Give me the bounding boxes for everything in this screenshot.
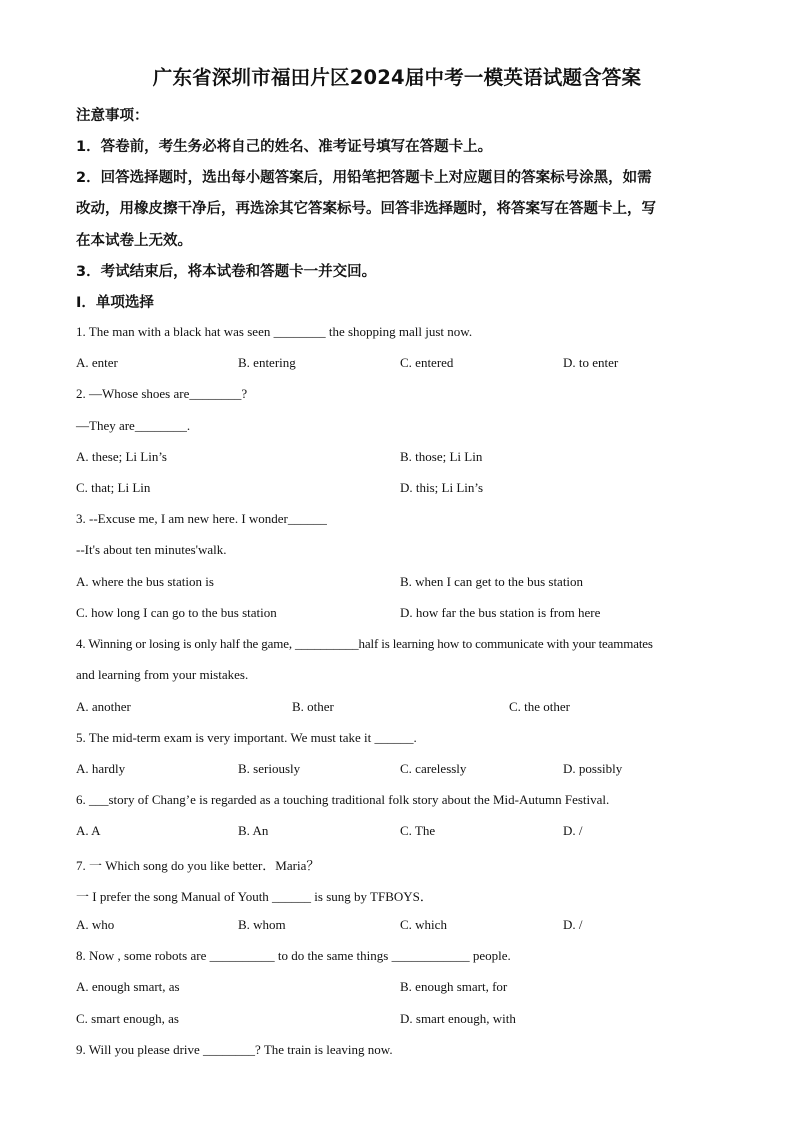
option-a: A. who — [76, 917, 115, 932]
option-a: A. another — [76, 699, 131, 714]
option-b: B. entering — [238, 355, 296, 370]
option-b: B. enough smart, for — [400, 979, 508, 994]
question-stem: 6. ___story of Chang’e is regarded as a touching traditional folk story about the Mid-Autumn Festival. — [76, 792, 610, 807]
notice-item-2-line-3: 在本试卷上无效。 — [76, 233, 192, 249]
option-b: B. those; Li Lin — [400, 449, 483, 464]
option-d: D. smart enough, with — [400, 1011, 516, 1026]
option-d: D. / — [563, 917, 583, 932]
question-stem: 1. The man with a black hat was seen ________ the shopping mall just now. — [76, 324, 473, 339]
notice-heading: 注意事项： — [76, 108, 149, 124]
question-stem: 3. --Excuse me, I am new here. I wonder______ — [76, 511, 327, 526]
option-b: B. when I can get to the bus station — [400, 574, 584, 589]
notice-item-1: 1．答卷前，考生务必将自己的姓名、准考证号填写在答题卡上。 — [76, 139, 493, 155]
option-c: C. which — [400, 917, 447, 932]
question-stem: 5. The mid-term exam is very important. We must take it ______. — [76, 730, 417, 745]
option-c: C. carelessly — [400, 761, 467, 776]
section-heading: Ⅰ．单项选择 — [76, 295, 154, 311]
notice-item-2-line-1: 2．回答选择题时，选出每小题答案后，用铅笔把答题卡上对应题目的答案标号涂黑，如需 — [76, 170, 652, 186]
notice-item-3: 3．考试结束后，将本试卷和答题卡一并交回。 — [76, 264, 377, 280]
question-stem: 2. —Whose shoes are________? — [76, 386, 248, 401]
option-b: B. An — [238, 823, 269, 838]
question-stem: 一 I prefer the song Manual of Youth ______ is sung by TFBOYS． — [76, 889, 433, 904]
option-b: B. other — [292, 699, 334, 714]
option-d: D. to enter — [563, 355, 619, 370]
option-b: B. seriously — [238, 761, 301, 776]
option-a: A. where the bus station is — [76, 574, 214, 589]
option-c: C. how long I can go to the bus station — [76, 605, 277, 620]
notice-item-2-line-2: 改动，用橡皮擦干净后，再选涂其它答案标号。回答非选择题时，将答案写在答题卡上，写 — [76, 201, 656, 217]
question-stem: 9. Will you please drive ________? The train is leaving now. — [76, 1042, 393, 1057]
question-stem: 4. Winning or losing is only half the game, __________half is learning how to communicate with your teammates — [76, 636, 653, 651]
option-c: C. entered — [400, 355, 454, 370]
option-a: A. enter — [76, 355, 118, 370]
option-a: A. A — [76, 823, 101, 838]
option-c: C. The — [400, 823, 436, 838]
question-stem: and learning from your mistakes. — [76, 667, 249, 682]
question-stem: 8. Now , some robots are __________ to do the same things ____________ people. — [76, 948, 511, 963]
option-a: A. these; Li Lin’s — [76, 449, 167, 464]
option-c: C. smart enough, as — [76, 1011, 179, 1026]
option-d: D. possibly — [563, 761, 623, 776]
option-d: D. / — [563, 823, 583, 838]
question-stem: 7. 一 Which song do you like better．Maria？ — [76, 858, 320, 873]
option-c: C. the other — [509, 699, 571, 714]
question-stem: —They are________. — [76, 418, 191, 433]
option-a: A. hardly — [76, 761, 126, 776]
option-a: A. enough smart, as — [76, 979, 180, 994]
option-c: C. that; Li Lin — [76, 480, 151, 495]
question-stem: --It's about ten minutes'walk. — [76, 542, 227, 557]
option-d: D. this; Li Lin’s — [400, 480, 484, 495]
option-b: B. whom — [238, 917, 286, 932]
page-title: 广东省深圳市福田片区2024届中考一模英语试题含答案 — [152, 66, 642, 89]
option-d: D. how far the bus station is from here — [400, 605, 601, 620]
